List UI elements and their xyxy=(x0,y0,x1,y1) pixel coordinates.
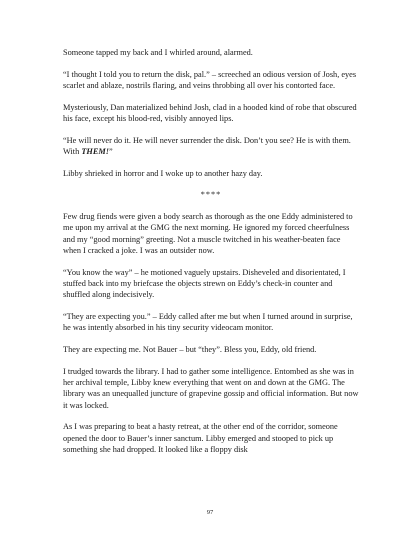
quote-paragraph xyxy=(63,135,359,158)
page-body xyxy=(63,47,359,466)
paragraph: I trudged towards the library. I had to gather some intelligence. Entombed as she was in her archival temple, Libby knew everything that went on and down at the GMG. The library was an unequalled juncture of grapevine gossip and official information. But now it was locked. xyxy=(63,366,359,410)
page-number: 97 xyxy=(206,509,214,516)
paragraph: As I was preparing to beat a hasty retreat, at the other end of the corridor, someone opened the door to Bauer’s inner sanctum. Libby emerged and stooped to pick up something she had dropped. It looked like a floppy disk xyxy=(63,422,338,455)
quote-emphasis: THEM! xyxy=(81,147,110,156)
quote-suffix: ” xyxy=(109,147,113,156)
quote-prefix: “He will never do it. He will never surrender the disk. Don’t you see? He is with them. With xyxy=(63,135,351,156)
paragraph: Mysteriously, Dan materialized behind Josh, clad in a hooded kind of robe that obscured his face, except his blood-red, visibly annoyed lips. xyxy=(63,102,357,123)
paragraph: Someone tapped my back and I whirled around, alarmed. xyxy=(63,48,253,57)
section-separator: **** xyxy=(200,190,222,200)
paragraph: They are expecting me. Not Bauer – but “they”. Bless you, Eddy, old friend. xyxy=(63,345,317,354)
paragraph: “I thought I told you to return the disk, pal.” – screeched an odious version of Josh, eyes scarlet and ablaze, nostrils flaring, and veins throbbing all over his contorted face. xyxy=(63,69,357,90)
paragraph: “They are expecting you.” – Eddy called after me but when I turned around in surprise, he was intently absorbed in his tiny security videocam monitor. xyxy=(63,312,353,333)
paragraph: Libby shrieked in horror and I woke up to another hazy day. xyxy=(63,168,263,178)
paragraph: Few drug fiends were given a body search as thorough as the one Eddy administered to me upon my arrival at the GMG the next morning. He ignored my forced cheerfulness and my “good morning” greeting. Not a muscle twitched in his weather-beaten face when I cracked a joke. I was an outsider now. xyxy=(63,211,353,255)
paragraph: “You know the way” – he motioned vaguely upstairs. Disheveled and disorientated, I stuffed back into my briefcase the objects strewn on Eddy’s check-in counter and shuffled along indecisively. xyxy=(63,267,346,300)
